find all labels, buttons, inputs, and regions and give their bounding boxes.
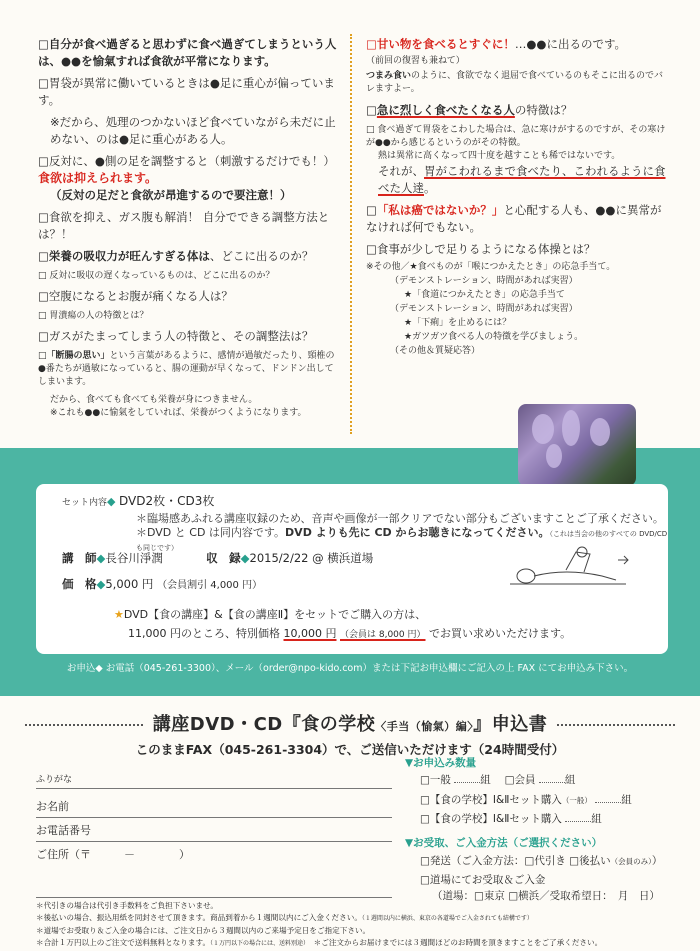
- right-r2c: の特徴は？: [514, 103, 573, 117]
- right-r6: [366, 202, 666, 236]
- flower-cluster: [546, 444, 562, 468]
- qty-general-input[interactable]: [454, 782, 480, 783]
- qty-general-unit: 組: [480, 774, 491, 786]
- pay-ship-close: ）: [651, 855, 663, 867]
- right-r5b: 胃がこわれるまで食べたり、こわれるように食べた人達: [378, 164, 666, 195]
- pay-ship-checkbox[interactable]: □発送（ご入金方法：□代引き □後払い: [420, 855, 611, 867]
- qty-member-checkbox[interactable]: □会員: [504, 774, 536, 786]
- qty-set-member-row: [420, 811, 602, 826]
- set-offer-line2: [128, 625, 571, 641]
- right-r1b: …●●に出るのです。: [514, 37, 627, 51]
- teacher-row: [62, 550, 373, 566]
- footer-note2b: （１週間以内に横浜、東京の各道場でご入金されても結構です）: [361, 915, 533, 922]
- form-header: [0, 710, 700, 758]
- right-r10: ★「下痢」を止めるには？: [404, 318, 512, 328]
- star-icon: ★: [114, 608, 124, 621]
- teacher-label: 講 師: [62, 551, 97, 565]
- flower-cluster: [590, 418, 610, 446]
- form-title-paren: 〈手当（愉氣）編〉: [375, 720, 474, 733]
- diamond-icon: ◆: [107, 495, 116, 508]
- right-r2b: 急に烈しく食べたくなる人: [376, 103, 515, 117]
- phone-field[interactable]: お電話番号: [36, 822, 392, 842]
- name-field[interactable]: お名前: [36, 798, 392, 818]
- set-offer-line1: [114, 606, 426, 622]
- right-r11b: （その他＆質疑応答）: [390, 346, 481, 356]
- left-q3b: 食欲は抑えられます。: [38, 171, 158, 185]
- footer-note4b: （１万円以下の場合には、送料別途）: [210, 940, 307, 947]
- flower-cluster: [532, 414, 554, 444]
- footer-note4a: ＊合計１万円以上のご注文で送料無料となります。: [36, 938, 211, 947]
- right-r4: 熱は異常に高くなって四十度を越すことも稀ではないです。: [378, 151, 621, 161]
- form-subtitle: このままFAX（045-261-3304）で、ご送信いただけます（24時間受付）: [135, 742, 565, 757]
- left-q3a: □反対に、●側の足を調整すると（刺激するだけでも！）: [38, 154, 335, 168]
- set-label: セット内容: [62, 498, 108, 508]
- right-r9: ★「食道につかえたとき」の応急手当て: [404, 290, 565, 300]
- diamond-icon: ◆: [96, 577, 106, 591]
- qty-set-general-checkbox[interactable]: □【食の学校】Ⅰ&Ⅱセット購入: [420, 794, 562, 806]
- pay-ship-note: （会員のみ）: [610, 857, 652, 866]
- right-r6a: □: [366, 203, 377, 217]
- product-card: [36, 484, 668, 654]
- dotted-rule: [25, 724, 143, 726]
- left-q10d: ※これも●●に愉氣をしていれば、栄養がつくようになります。: [50, 408, 307, 418]
- left-q5a: □栄養の吸収力が旺んすぎる体は: [38, 249, 210, 263]
- dotted-rule: [557, 724, 675, 726]
- price-value: 5,000 円: [105, 577, 154, 591]
- right-r8: ※その他／★食べものが「喉につかえたとき」の応急手当て。: [366, 262, 616, 272]
- right-r6b: 「私は癌ではないか？」: [376, 203, 504, 217]
- set-offer-d: （会員は 8,000 円）: [340, 630, 426, 640]
- left-q6: □ 反対に吸収の遅くなっているものは、どこに出るのか？: [38, 271, 275, 281]
- note2c: （これは当会の他のすべての DVD/CD も同じです）: [136, 530, 668, 552]
- qty-set-member-unit: 組: [591, 813, 602, 825]
- pay-heading: ▼お受取、ご入金方法（ご選択ください）: [405, 837, 603, 849]
- left-q10b: という言葉があるように、感情が過敏だったり、頸椎の●番たちが過敏になっていると、腸の運動が早くなって、ドンドン出してしまいます。: [38, 351, 335, 387]
- right-r9b: （デモンストレーション、時間があれば実習）: [390, 304, 578, 314]
- form-title-b: 』申込書: [473, 714, 548, 735]
- price-row: [62, 576, 262, 592]
- left-q4: □食欲を抑え、ガス腹も解消！ 自分でできる調整方法とは？！: [38, 210, 330, 241]
- right-r7: □食事が少しで足りるようになる体操とは？: [366, 242, 596, 256]
- footer-notes: [36, 900, 686, 950]
- right-r1c: （前回の復習も兼ねて）: [366, 56, 465, 66]
- column-divider: [350, 34, 352, 434]
- right-column: [366, 36, 666, 358]
- wisteria-photo: [518, 404, 636, 486]
- qty-general-row: [420, 772, 575, 787]
- footer-note2: [36, 912, 686, 925]
- right-r5c: 。: [424, 181, 436, 195]
- qty-general-checkbox[interactable]: □一般: [420, 774, 451, 786]
- qty-set-general-row: [420, 792, 632, 807]
- right-r1d: つまみ食い: [366, 71, 412, 81]
- footer-note4c: ＊ご注文からお届けまでには３週間ほどのお時間を頂きますことをご了承ください。: [313, 938, 603, 947]
- right-r2: [366, 102, 666, 119]
- left-q3c: （反対の足だと食欲が昂進するので要注意！）: [50, 188, 292, 202]
- right-r1: [366, 36, 666, 53]
- teacher-value: 長谷川淨潤: [105, 551, 163, 565]
- right-r5a: それが、: [378, 164, 424, 178]
- note2b: DVD よりも先に CD からお聴きになってください。: [285, 526, 550, 539]
- apply-line: お申込◆ お電話（045-261-3300）、メール（order@npo-kido.com）または下記お申込欄にご記入の上 FAX にてお申込み下さい。: [66, 663, 634, 674]
- record-value: 2015/2/22 @ 横浜道場: [249, 551, 374, 565]
- note1: ＊臨場感あふれる講座収録のため、音声や画像が一部クリアでない部分もございますことご了承ください。: [136, 512, 664, 525]
- left-q7: □空腹になるとお腹が痛くなる人は？: [38, 289, 233, 303]
- top-section: [0, 0, 700, 448]
- left-column: [38, 36, 338, 425]
- left-q10a: □「断腸の思い」: [38, 351, 110, 361]
- set-offer-e: でお買い求めいただけます。: [429, 627, 572, 640]
- pay-dojo-detail[interactable]: （道場：□東京 □横浜／受取希望日： 月 日）: [432, 890, 660, 902]
- right-r3: □ 食べ過ぎて胃袋をこわした場合は、急に寒けがするのですが、その寒けが●●から感じるというのがその特徴。: [366, 125, 666, 148]
- right-r1a: □甘い物を食べるとすぐに！: [366, 37, 515, 51]
- set-offer-c: 10,000 円: [283, 627, 337, 640]
- qty-set-member-input[interactable]: [565, 821, 591, 822]
- qty-set-general-unit: 組: [621, 794, 632, 806]
- diamond-icon: ◆: [240, 551, 250, 565]
- price-label: 価 格: [62, 577, 97, 591]
- left-q5b: 、どこに出るのか？: [209, 249, 314, 263]
- form-title: [0, 710, 700, 736]
- set-offer-b: 11,000 円のところ、特別価格: [128, 627, 280, 640]
- right-r1-detail: [366, 70, 666, 96]
- right-r11: ★ガツガツ食べる人の特徴を学びましょう。: [404, 332, 584, 342]
- address-field[interactable]: ご住所（〒 － ）: [36, 846, 392, 898]
- right-r2a: □: [366, 103, 377, 117]
- left-q10: [38, 350, 338, 389]
- massage-illustration-icon: [506, 546, 636, 590]
- diamond-icon: ◆: [96, 551, 106, 565]
- left-q8: □ 胃潰瘍の人の特徴とは？: [38, 311, 149, 321]
- left-q5: [38, 248, 338, 265]
- pay-ship-row: [420, 853, 662, 868]
- set-value: DVD2枚・CD3枚: [118, 494, 215, 508]
- footer-note4: [36, 937, 686, 950]
- left-q2: □胃袋が異常に働いているときは●足に重心が偏っています。: [38, 76, 335, 107]
- footer-note2a: ＊後払いの場合、振込用紙を同封させて頂きます。商品到着から１週間以内にご入金ください。: [36, 913, 362, 922]
- qty-set-general-note: （一般）: [561, 796, 592, 805]
- left-q10c: だから、食べても食べても栄養が身につきません。: [50, 395, 258, 405]
- qty-member-unit: 組: [564, 774, 576, 786]
- furigana-field[interactable]: ふりがな: [36, 772, 392, 789]
- form-title-a: 講座DVD・CD『食の学校: [152, 714, 376, 735]
- right-r1e: のように、食欲でなく退屈で食べているのもそこに出るのでバレますよー。: [366, 71, 664, 94]
- left-q9: □ガスがたまってしまう人の特徴と、その調整法は？: [38, 329, 314, 343]
- qty-member-input[interactable]: [539, 782, 565, 783]
- qty-set-member-checkbox[interactable]: □【食の学校】Ⅰ&Ⅱセット購入: [420, 813, 562, 825]
- price-member: （会員割引 4,000 円）: [157, 580, 263, 591]
- right-r6c: と心配する人も、●●に異常がなければ何でもない。: [366, 203, 662, 234]
- footer-note3: ＊道場でお受取り＆ご入金の場合には、ご注文日から３週間以内のご来場予定日をご指定下さい。: [36, 926, 371, 935]
- note2a: ＊DVD と CD は同内容です。: [136, 526, 286, 539]
- set-offer-a: DVD【食の講座】&【食の講座Ⅱ】をセットでご購入の方は、: [123, 608, 427, 621]
- right-r8b: （デモンストレーション、時間があれば実習）: [390, 276, 578, 286]
- set-row: [62, 492, 214, 509]
- left-q1: □自分が食べ過ぎると思わずに食べ過ぎてしまうという人は、●●を愉氣すれば食欲が平常になります。: [38, 37, 337, 68]
- left-q2-note: ※だから、処理のつかないほど食べていながら未だに止めない、のは●足に重心がある人。: [50, 115, 336, 146]
- right-r5: [366, 163, 666, 197]
- qty-heading: ▼お申込み数量: [405, 757, 477, 769]
- flower-cluster: [562, 410, 580, 446]
- footer-note1: ＊代引きの場合は代引き手数料をご負担下さいませ。: [36, 901, 219, 910]
- pay-dojo-checkbox[interactable]: □道場にてお受取＆ご入金: [420, 874, 546, 886]
- record-label: 収 録: [206, 551, 241, 565]
- qty-set-general-input[interactable]: [595, 802, 621, 803]
